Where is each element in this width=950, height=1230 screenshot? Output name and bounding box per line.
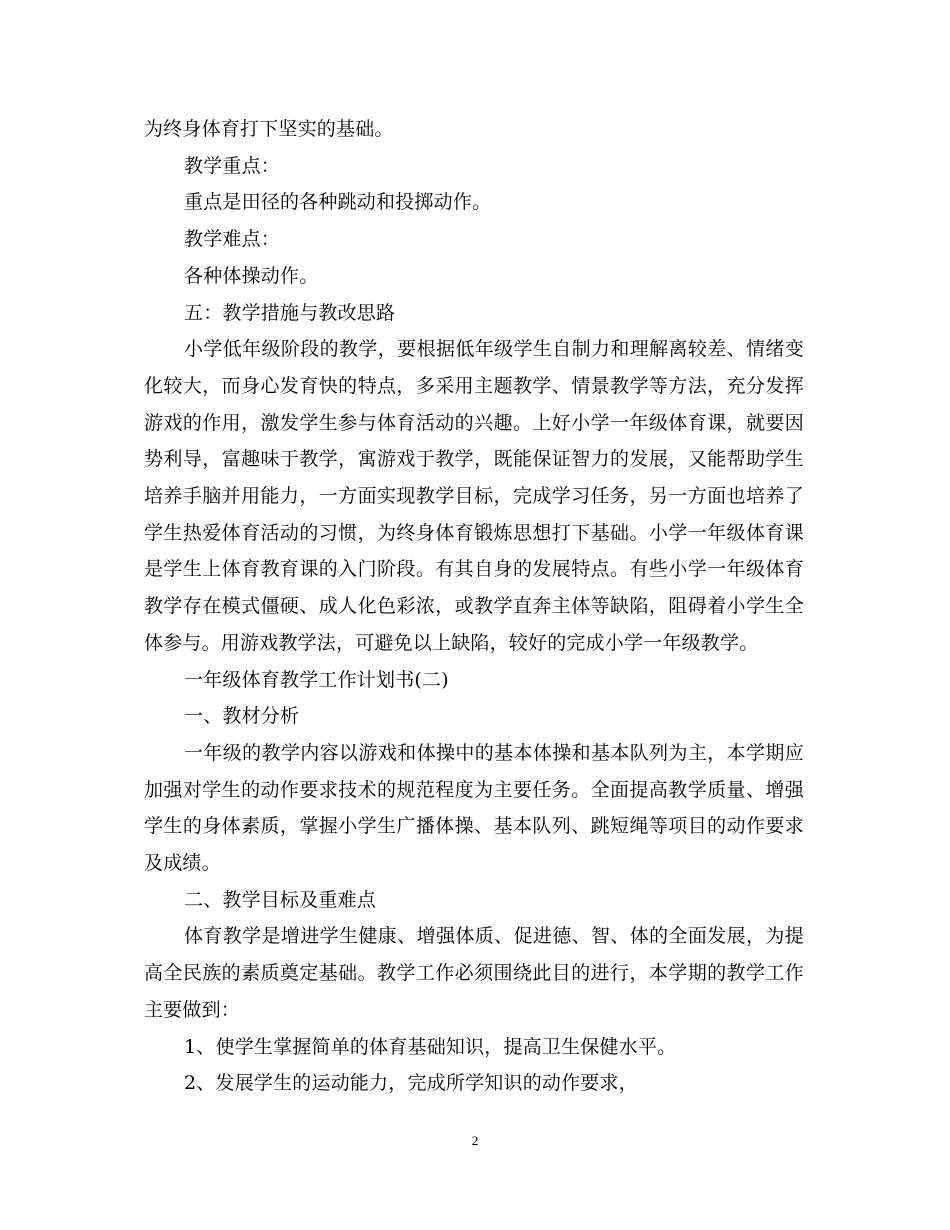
heading-section-five: 五：教学措施与教改思路 [184, 301, 396, 324]
list-item-2: 2、发展学生的运动能力，完成所学知识的动作要求， [184, 1072, 638, 1095]
paragraph-focus: 重点是田径的各种跳动和投掷动作。 [184, 191, 492, 214]
page-body [144, 111, 804, 1102]
heading-teaching-difficulty: 教学难点： [184, 228, 281, 251]
paragraph-goals: 体育教学是增进学生健康、增强体质、促进德、智、体的全面发展，为提高全民族的素质奠定基础。教学工作必须围绕此目的进行，本学期的教学工作主要做到： [144, 925, 804, 1021]
paragraph-1: 为终身体育打下坚实的基础。 [144, 118, 394, 140]
heading-teaching-focus: 教学重点： [184, 154, 281, 177]
paragraph-difficulty: 各种体操动作。 [184, 264, 319, 287]
paragraph-measures: 小学低年级阶段的教学，要根据低年级学生自制力和理解离较差、情绪变化较大，而身心发育快的特点，多采用主题教学、情景教学等方法，充分发挥游戏的作用，激发学生参与体育活动的兴趣。上好小学一年级体育课，就要因势利导，富趣味于教学，寓游戏于教学，既能保证智力的发展，又能帮助学生培养手脑并用能力，一方面实现教学目标，完成学习任务，另一方面也培养了学生热爱体育活动的习惯，为终身体育锻炼思想打下基础。小学一年级体育课是学生上体育教育课的入门阶段。有其自身的发展特点。有些小学一年级体育教学存在模式僵硬、成人化色彩浓，或教学直奔主体等缺陷，阻碍着小学生全体参与。用游戏教学法，可避免以上缺陷，较好的完成小学一年级教学。 [144, 338, 804, 654]
list-item-1: 1、使学生掌握简单的体育基础知识，提高卫生保健水平。 [184, 1035, 677, 1058]
paragraph-material: 一年级的教学内容以游戏和体操中的基本体操和基本队列为主，本学期应加强对学生的动作要求技术的规范程度为主要任务。全面提高教学质量、增强学生的身体素质，掌握小学生广播体操、基本队列、跳短绳等项目的动作要求及成绩。 [144, 741, 804, 875]
page-number: 2 [471, 1133, 479, 1148]
heading-material-analysis: 一、教材分析 [184, 705, 300, 728]
heading-goals: 二、教学目标及重难点 [184, 888, 377, 911]
heading-plan-two: 一年级体育教学工作计划书(二) [184, 668, 449, 691]
